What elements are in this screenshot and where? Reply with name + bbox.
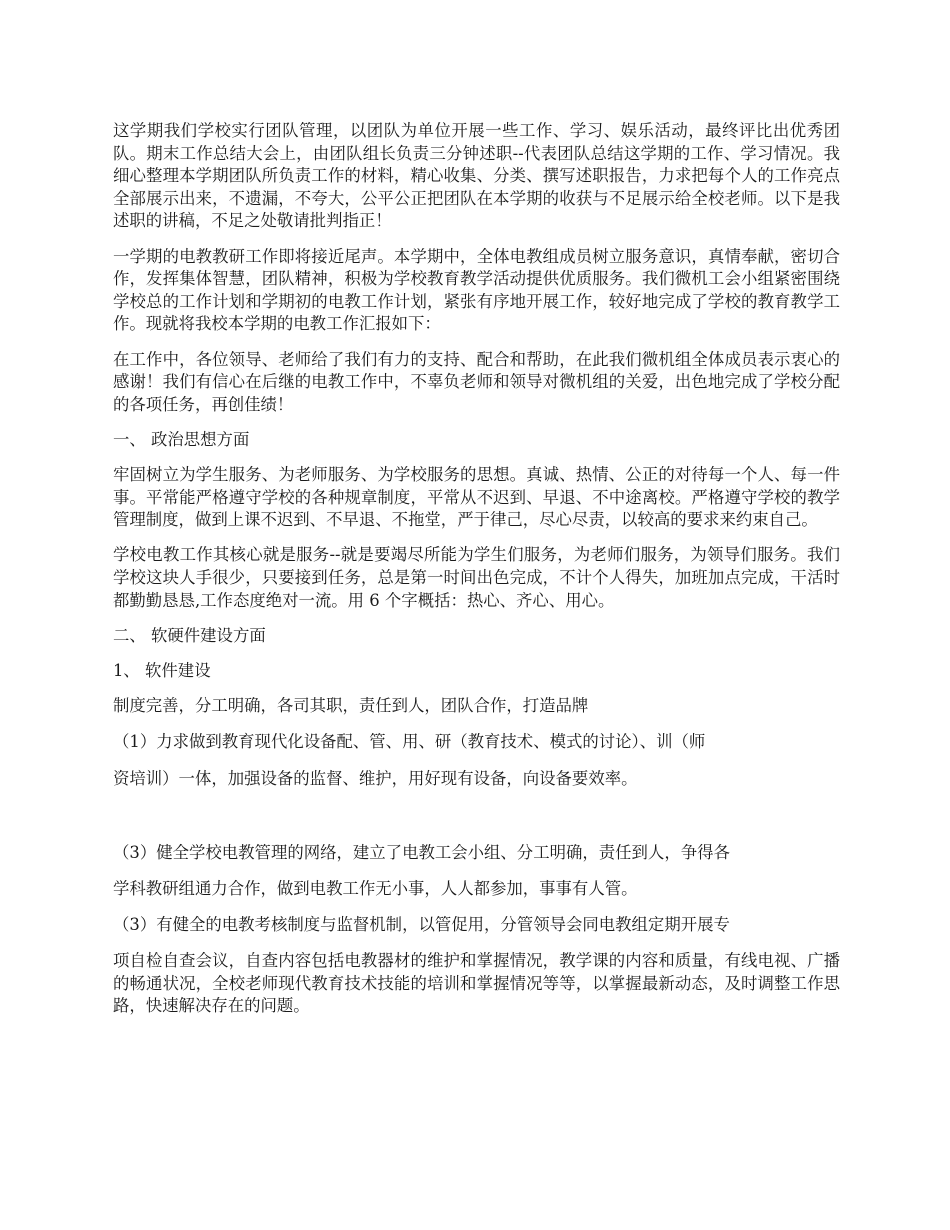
paragraph-intro: 这学期我们学校实行团队管理，以团队为单位开展一些工作、学习、娱乐活动，最终评比出优秀团队。期末工作总结大会上，由团队组长负责三分钟述职--代表团队总结这学期的工作、学习情况。我细心整理本学期团队所负责工作的材料，精心收集、分类、撰写述职报告，力求把每个人的工作亮点全部展示出来，不遗漏，不夸大，公平公正把团队在本学期的收获与不足展示给全校老师。以下是我述职的讲稿，不足之处敬请批判指正！: [113, 121, 840, 231]
list-item-3b-body: 项自检自查会议，自查内容包括电教器材的维护和掌握情况，教学课的内容和质量，有线电视、广播的畅通状况，全校老师现代教育技术技能的培训和掌握情况等等，以掌握最新动态，及时调整工作思路，快速解决存在的问题。: [113, 951, 840, 1016]
document-page: [113, 120, 840, 1018]
paragraph-system-summary: 制度完善，分工明确，各司其职，责任到人，团队合作，打造品牌: [113, 696, 589, 716]
paragraph-thanks: 在工作中，各位领导、老师给了我们有力的支持、配合和帮助，在此我们微机组全体成员表示衷心的感谢！我们有信心在后继的电教工作中，不辜负老师和领导对微机组的关爱，出色地完成了学校分配的各项任务，再创佳绩！: [113, 349, 840, 414]
list-item-3b-line-1: （3）有健全的电教考核制度与监督机制，以管促用，分管领导会同电教组定期开展专: [113, 914, 730, 934]
subsection-heading-software: 1、 软件建设: [113, 661, 211, 681]
list-item-1-line-1: （1）力求做到教育现代化设备配、管、用、研（教育技术、模式的讨论）、训（师: [113, 732, 706, 752]
paragraph-service-attitude: 牢固树立为学生服务、为老师服务、为学校服务的思想。真诚、热情、公正的对待每一个人、每一件事。平常能严格遵守学校的各种规章制度，平常从不迟到、早退、不中途离校。严格遵守学校的教学管理制度，做到上课不迟到、不早退、不拖堂，严于律己，尽心尽责，以较高的要求来约束自己。: [113, 465, 840, 530]
list-item-3a-line-2: 学科教研组通力合作，做到电教工作无小事，人人都参加，事事有人管。: [113, 878, 638, 898]
blank-space: [113, 804, 840, 842]
paragraph-semester-summary: 一学期的电教教研工作即将接近尾声。本学期中，全体电教组成员树立服务意识，真情奉献，密切合作，发挥集体智慧，团队精神，积极为学校教育教学活动提供优质服务。我们微机工会小组紧密围绕学校总的工作计划和学期初的电教工作计划，紧张有序地开展工作，较好地完成了学校的教育教学工作。现就将我校本学期的电教工作汇报如下：: [113, 246, 840, 334]
paragraph-service-core: 学校电教工作其核心就是服务--就是要竭尽所能为学生们服务，为老师们服务，为领导们服务。我们学校这块人手很少，只要接到任务，总是第一时间出色完成，不计个人得失，加班加点完成，干活时都勤勤恳恳,工作态度绝对一流。用 6 个字概括：热心、齐心、用心。: [113, 545, 840, 610]
section-heading-political: 一、 政治思想方面: [113, 429, 250, 449]
section-heading-construction: 二、 软硬件建设方面: [113, 625, 266, 645]
list-item-1-line-2: 资培训）一体，加强设备的监督、维护，用好现有设备，向设备要效率。: [113, 768, 638, 788]
list-item-3a-line-1: （3）健全学校电教管理的网络，建立了电教工会小组、分工明确，责任到人，争得各: [113, 842, 730, 862]
